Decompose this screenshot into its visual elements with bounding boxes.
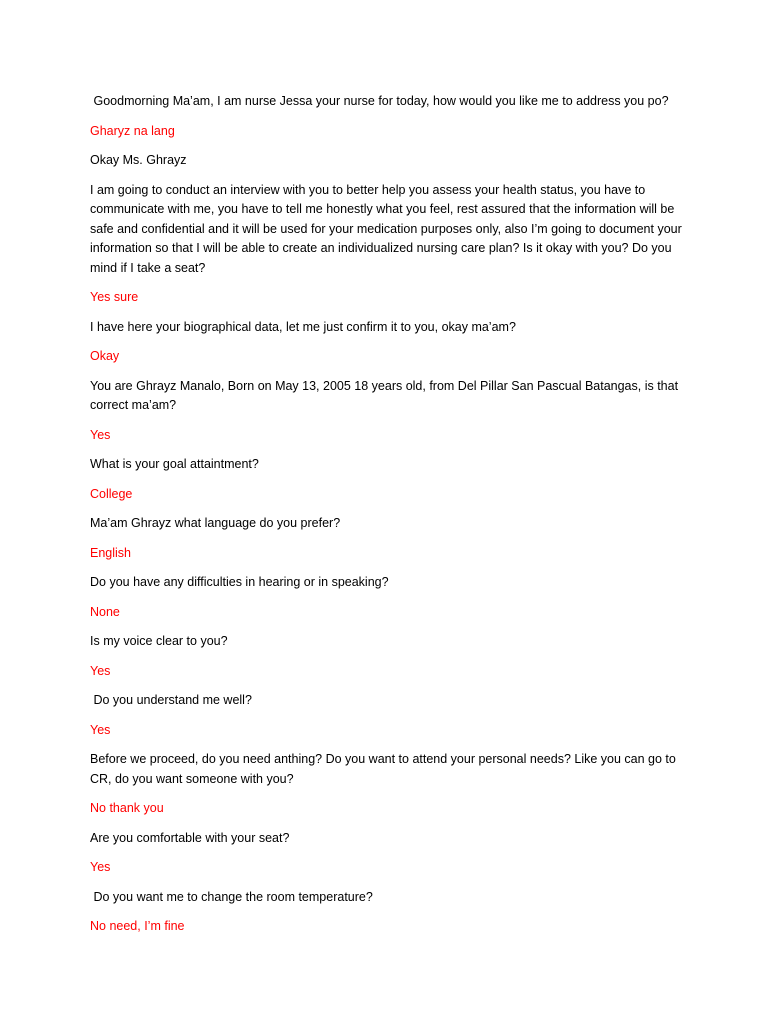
patient-line-english: English <box>90 545 131 560</box>
patient-line-yes: Yes <box>90 663 111 678</box>
nurse-line-seat-comfort: Are you comfortable with your seat? <box>90 830 290 845</box>
patient-line-yes: Yes <box>90 427 111 442</box>
nurse-line-voice-clear: Is my voice clear to you? <box>90 634 228 648</box>
patient-line-consent: Yes sure <box>90 290 139 304</box>
patient-line-name: Gharyz na lang <box>90 123 175 138</box>
nurse-line-room-temperature: Do you want me to change the room temperature? <box>90 889 373 904</box>
nurse-line-understand: Do you understand me well? <box>90 693 252 707</box>
nurse-line-personal-needs: Before we proceed, do you need anthing? Do you want to attend your personal needs? Like you can go to CR, do you want someone with you? <box>90 752 680 786</box>
nurse-line-confirm-identity: You are Ghrayz Manalo, Born on May 13, 2005 18 years old, from Del Pillar San Pascual Batangas, is that correct ma’am? <box>90 378 682 412</box>
nurse-line-education: What is your goal attaintment? <box>90 457 259 471</box>
nurse-line-greeting: Goodmorning Ma’am, I am nurse Jessa your nurse for today, how would you like me to address you po? <box>90 94 669 108</box>
patient-line-college: College <box>90 486 133 501</box>
patient-line-fine: No need, I’m fine <box>90 919 185 933</box>
nurse-line-language: Ma’am Ghrayz what language do you prefer? <box>90 516 341 530</box>
patient-line-yes: Yes <box>90 860 111 874</box>
patient-line-no-thanks: No thank you <box>90 801 164 815</box>
patient-line-none: None <box>90 604 120 619</box>
document-page <box>90 92 685 947</box>
patient-line-okay: Okay <box>90 349 120 363</box>
nurse-line-acknowledge: Okay Ms. Ghrayz <box>90 153 187 167</box>
nurse-line-biodata: I have here your biographical data, let me just confirm it to you, okay ma’am? <box>90 319 516 334</box>
nurse-line-interview-intro: I am going to conduct an interview with you to better help you assess your health status, you have to communicate with me, you have to tell me honestly what you feel, rest assured that the information will be safe and confidential and it will be used for your medication purposes only, also I’m going to document your information so that I will be able to create an individualized nursing care plan? Is it okay with you? Do you mind if I take a seat? <box>90 182 686 275</box>
nurse-line-difficulties: Do you have any difficulties in hearing or in speaking? <box>90 575 389 589</box>
patient-line-yes: Yes <box>90 722 111 737</box>
